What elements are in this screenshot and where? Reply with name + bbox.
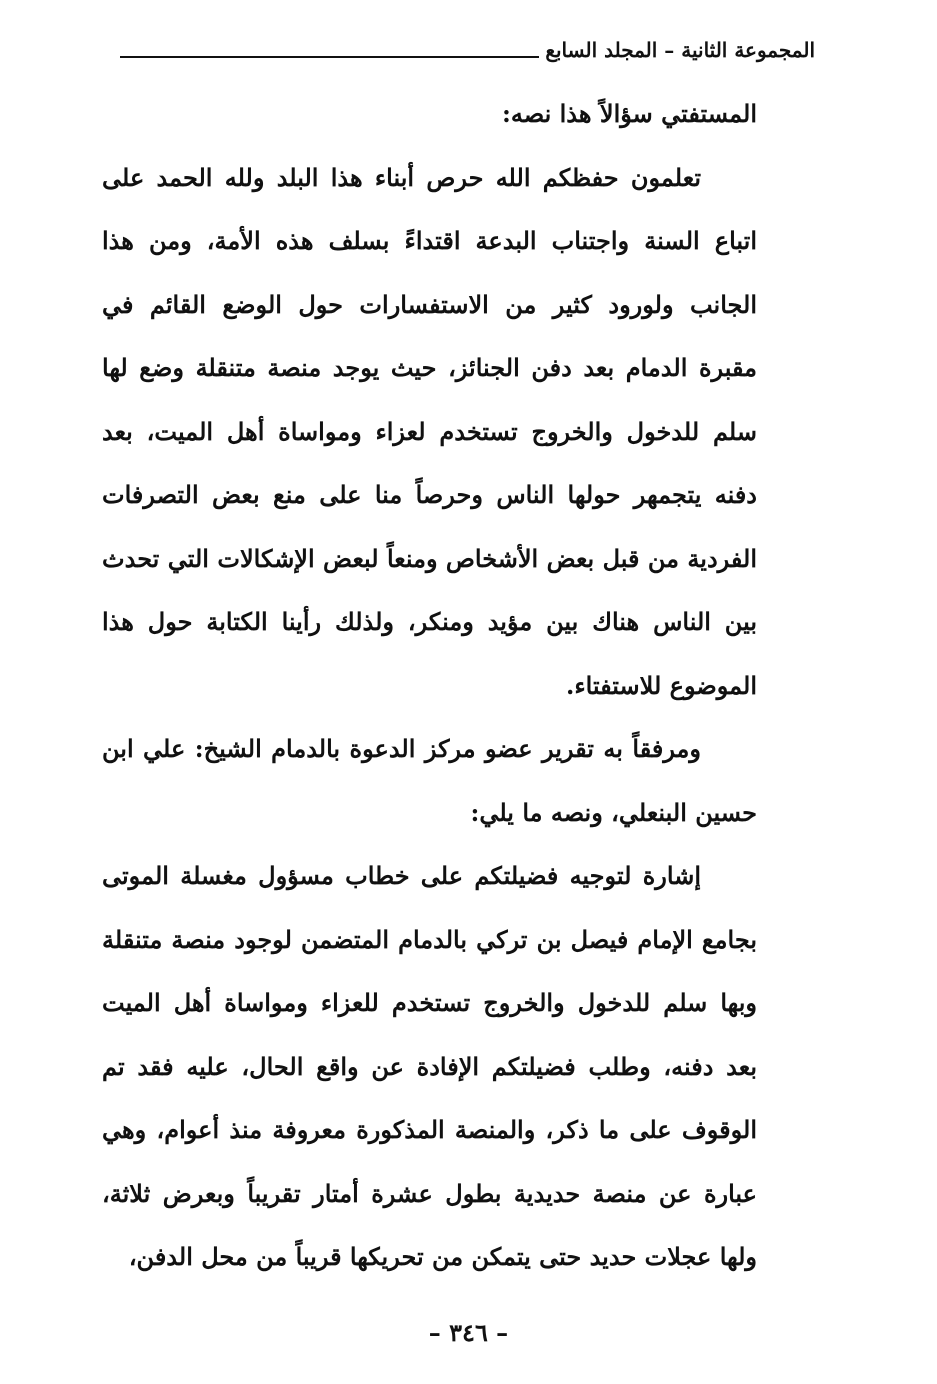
- page-number: – ٣٤٦ –: [428, 1318, 509, 1347]
- body-text: [102, 82, 757, 1289]
- running-header: [120, 32, 815, 62]
- paragraph: ومرفقاً به تقرير عضو مركز الدعوة بالدمام الشيخ: علي ابن حسين البنعلي، ونصه ما يلي:: [102, 734, 757, 827]
- header-rule: [120, 56, 539, 58]
- paragraph: المستفتي سؤالاً هذا نصه:: [502, 99, 757, 128]
- paragraph: تعلمون حفظكم الله حرص أبناء هذا البلد ولله الحمد على اتباع السنة واجتناب البدعة اقتداءً بسلف هذه الأمة، ومن هذا الجانب ولورود كثير من الاستفسارات حول الوضع القائم في مقبرة الدمام بعد دفن الجنائز، حيث يوجد منصة متنقلة وضع لها سلم للدخول والخروج تستخدم لعزاء ومواساة أهل الميت، بعد دفنه يتجمهر حولها الناس وحرصاً منا على منع بعض التصرفات الفردية من قبل بعض الأشخاص ومنعاً لبعض الإشكالات التي تحدث بين الناس هناك بين مؤيد ومنكر، ولذلك رأينا الكتابة حول هذا الموضوع للاستفتاء.: [102, 162, 757, 700]
- header-title: المجموعة الثانية – المجلد السابع: [545, 38, 815, 62]
- paragraph: إشارة لتوجيه فضيلتكم على خطاب مسؤول مغسلة الموتى بجامع الإمام فيصل بن تركي بالدمام المتضمن لوجود منصة متنقلة وبها سلم للدخول والخروج تستخدم للعزاء ومواساة أهل الميت بعد دفنه، وطلب فضيلتكم الإفادة عن واقع الحال، عليه فقد تم الوقوف على ما ذكر، والمنصة المذكورة معروفة منذ أعوام، وهي عبارة عن منصة حديدية بطول عشرة أمتار تقريباً وبعرض ثلاثة، ولها عجلات حديد حتى يتمكن من تحريكها قريباً من محل الدفن،: [102, 861, 757, 1271]
